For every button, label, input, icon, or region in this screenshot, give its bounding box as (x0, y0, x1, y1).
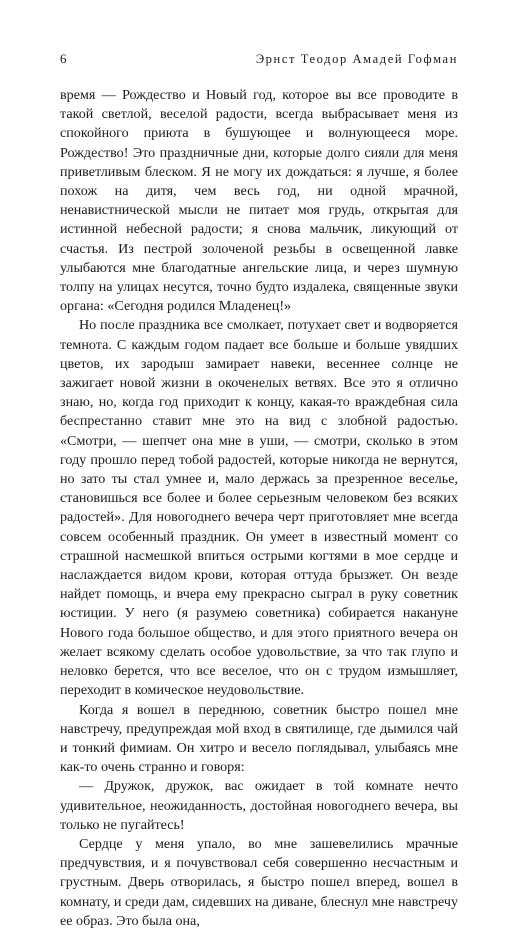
paragraph: Сердце у меня упало, во мне зашевелились мрачные предчувствия, и я почувствовал себя совершенно несчастным и грустным. Дверь отворилась, я быстро пошел вперед, вошел в комнату, и среди дам, сидевших на диване, блеснул мне навстречу ее образ. Это была она, (60, 835, 458, 929)
paragraph: Но после праздника все смолкает, потухает свет и водворяется темнота. С каждым годом падает все больше и больше увядших цветов, их зародыш замирает навеки, весеннее солнце не зажигает новой жизни в окоченелых ветвях. Все это я отлично знаю, но, когда год приходит к концу, какая-то враждебная сила беспрестанно ставит мне это на вид с злобной радостью. «Смотри, — шепчет она мне в уши, — смотри, сколько в этом году прошло перед тобой радостей, которые никогда не вернутся, но зато ты стал умнее и, мало держась за презренное веселье, становишься все более и более серьезным человеком без всяких радостей». Для новогоднего вечера черт приготовляет мне всегда совсем особенный праздник. Он умеет в известный момент со страшной насмешкой впиться острыми когтями в мое сердце и наслаждается видом крови, которая оттуда брызжет. Он везде найдет помощь, и вчера ему прекрасно сыграл в руку советник юстиции. У него (я разумею советника) собирается накануне Нового года большое общество, и для этого приятного вечера он желает всякому сделать особое удовольствие, за что так глупо и неловко берется, что все веселое, что он с трудом измышляет, переходит в комическое неудовольствие. (60, 317, 458, 699)
running-head (60, 50, 458, 68)
page-number: 6 (60, 51, 67, 66)
paragraph: время — Рождество и Новый год, которое вы все проводите в такой светлой, веселой радости, всегда выбрасывает меня из спокойного приюта в бушующее и волнующееся море. Рождество! Это праздничные дни, которые долго сияли для меня приветливым блеском. Я не могу их дождаться: я лучше, я более похож на дитя, чем весь год, ни одной мрачной, ненавистнической мысли не питает моя грудь, открытая для истинной небесной радости; я снова мальчик, ликующий от счастья. Из пестрой золоченой резьбы в освещенной лавке улыбаются мне благодатные ангельские лица, и через шумную толпу на улицах несутся, точно будто издалека, священные звуки органа: «Сегодня родился Младенец!» (60, 87, 458, 315)
running-title: Эрнст Теодор Амадей Гофман (255, 52, 458, 66)
paragraph: — Дружок, дружок, вас ожидает в той комнате нечто удивительное, неожиданность, достойная новогоднего вечера, вы только не пугайтесь! (60, 778, 458, 833)
paragraph: Когда я вошел в переднюю, советник быстро пошел мне навстречу, предупреждая мой вход в святилище, где дымился чай и тонкий фимиам. Он хитро и весело поглядывал, улыбаясь мне как-то очень странно и говоря: (60, 701, 458, 776)
body-text (60, 86, 458, 931)
